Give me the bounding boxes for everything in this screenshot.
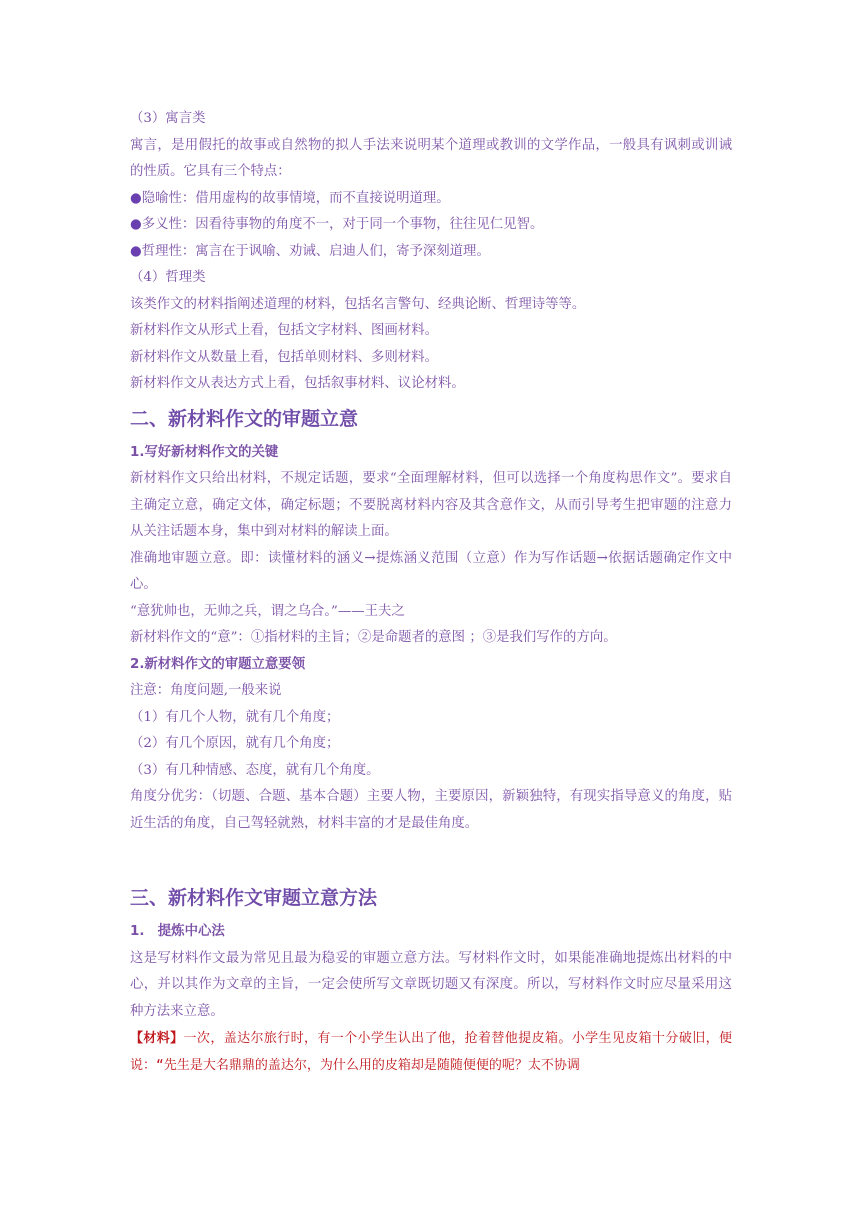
fable-intro: 寓言，是用假托的故事或自然物的拟人手法来说明某个道理或教训的文学作品，一般具有讽刺或训诫的性质。它具有三个特点： (130, 137, 732, 179)
section-two-subheading-2: 2.新材料作文的审题立意要领 (130, 656, 306, 672)
material-block (130, 1025, 732, 1079)
note-line: 注意：角度问题,一般来说 (130, 683, 282, 698)
section-three-title: 三、新材料作文审题立意方法 (130, 887, 378, 909)
bullet-icon: ● (130, 217, 142, 232)
bullet-icon: ● (130, 243, 142, 259)
bullet-text: 哲理性：寓言在于讽喻、劝诫、启迪人们，寄予深刻道理。 (141, 243, 490, 259)
bullet-icon: ● (130, 190, 142, 206)
list-item (130, 212, 732, 239)
paragraph-line: 该类作文的材料指阐述道理的材料，包括名言警句、经典论断、哲理诗等等。 (130, 296, 586, 312)
material-tag: 【材料】 (130, 1031, 184, 1046)
list-item (130, 186, 732, 213)
paragraph-line: 新材料作文从形式上看，包括文字材料、图画材料。 (130, 323, 438, 338)
section-three-subheading-1: 1. 提炼中心法 (130, 924, 225, 939)
paragraph-line: 新材料作文从数量上看，包括单则材料、多则材料。 (130, 349, 438, 365)
fable-heading: （3）寓言类 (130, 111, 206, 126)
section-two-paragraph-1: 新材料作文只给出材料，不规定话题，要求“全面理解材料，但可以选择一个角度构思作文”。要求自主确定立意，确定文体，确定标题；不要脱离材料内容及其含意作文，从而引导考生把审题的注意力从关注话题本身，集中到对材料的解读上面。 (130, 471, 732, 539)
fable-bullet-list (130, 186, 732, 266)
quote-line: “意犹帅也，无帅之兵，谓之乌合。”——王夫之 (130, 603, 405, 619)
list-item: （3）有几种情感、态度，就有几个角度。 (130, 762, 380, 778)
document-page (130, 106, 732, 1079)
section-two-title: 二、新材料作文的审题立意 (130, 407, 359, 430)
material-text: 一次，盖达尔旅行时，有一个小学生认出了他，抢着替他提皮箱。小学生见皮箱十分破旧，便说：“先生是大名鼎鼎的盖达尔，为什么用的皮箱却是随随便便的呢？太不协调 (130, 1031, 732, 1073)
list-item (130, 239, 732, 266)
bullet-text: 隐喻性：借用虚构的故事情境，而不直接说明道理。 (141, 190, 450, 206)
philosophy-heading: （4）哲理类 (130, 270, 206, 285)
section-two-subheading-1: 1.写好新材料作文的关键 (130, 444, 279, 460)
paragraph-line: 新材料作文从表达方式上看，包括叙事材料、议论材料。 (130, 376, 465, 391)
section-spacer (130, 837, 732, 877)
section-three-paragraph-1: 这是写材料作文最为常见且最为稳妥的审题立意方法。写材料作文时，如果能准确地提炼出材料的中心，并以其作为文章的主旨，一定会使所写文章既切题又有深度。所以，写材料作文时应尽量采用这种方法来立意。 (130, 950, 732, 1019)
list-item: （1）有几个人物，就有几个角度； (130, 709, 340, 725)
bullet-text: 多义性：因看待事物的角度不一，对于同一个事物，往往见仁见智。 (141, 217, 544, 232)
section-two-paragraph-3: 角度分优劣：（切题、合题、基本合题）主要人物，主要原因，新颖独特，有现实指导意义的角度，贴近生活的角度，自己驾轻就熟，材料丰富的才是最佳角度。 (130, 789, 732, 831)
meaning-line: 新材料作文的“意”：①指材料的主旨；②是命题者的意图 ；③是我们写作的方向。 (130, 630, 617, 645)
list-item: （2）有几个原因，就有几个角度； (130, 736, 340, 751)
section-two-paragraph-2: 准确地审题立意。即：读懂材料的涵义→提炼涵义范围（立意）作为写作话题→依据话题确定作文中心。 (130, 550, 732, 592)
